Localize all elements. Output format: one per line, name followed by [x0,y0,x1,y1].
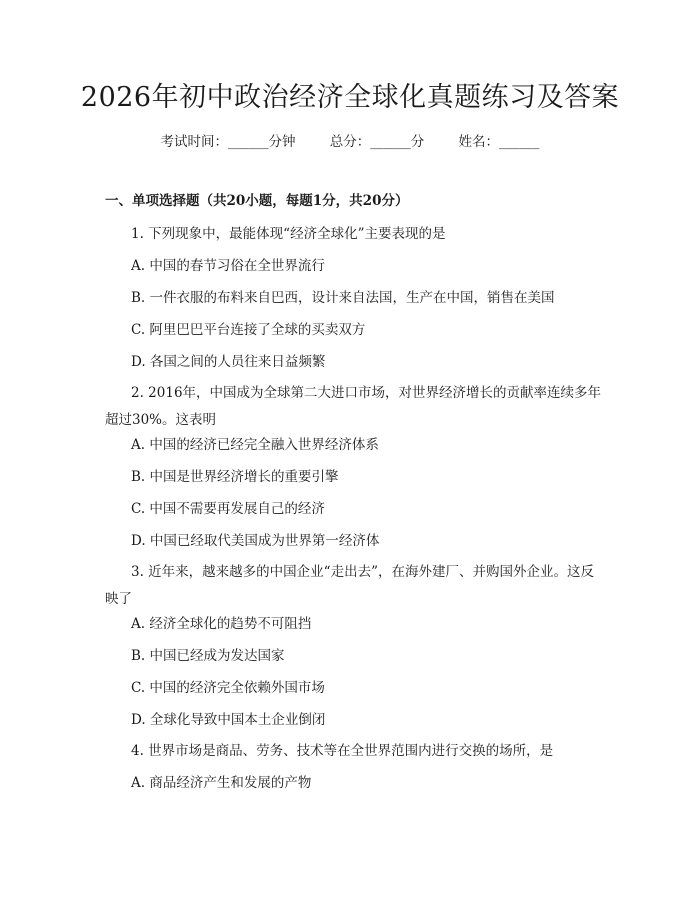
question-option: D. 中国已经取代美国成为世界第一经济体 [131,533,380,549]
question-option: C. 阿里巴巴平台连接了全球的买卖双方 [131,322,366,338]
student-name-field: 姓名：______ [458,134,540,150]
exam-meta [0,132,700,152]
total-score-field: 总分：______分 [329,134,425,150]
question-option: D. 全球化导致中国本土企业倒闭 [131,712,326,728]
exam-time-field: 考试时间：______分钟 [160,134,296,150]
question-option: B. 一件衣服的布料来自巴西，设计来自法国，生产在中国，销售在美国 [131,290,555,306]
question-option: C. 中国不需要再发展自己的经济 [131,501,325,517]
question-stem: 1. 下列现象中，最能体现“经济全球化”主要表现的是 [131,226,446,242]
question-stem: 3. 近年来，越来越多的中国企业“走出去”，在海外建厂、并购国外企业。这反映了 [105,564,594,607]
section-heading: 一、单项选择题（共20小题，每题1分，共20分） [105,193,409,209]
question-option: D. 各国之间的人员往来日益频繁 [131,354,326,370]
question-option: B. 中国是世界经济增长的重要引擎 [131,469,339,485]
question-stem: 2. 2016年，中国成为全球第二大进口市场，对世界经济增长的贡献率连续多年超过30%。这表明 [105,385,602,428]
question-option: C. 中国的经济完全依赖外国市场 [131,680,325,696]
question-option: B. 中国已经成为发达国家 [131,648,285,664]
question-option: A. 中国的经济已经完全融入世界经济体系 [131,437,379,453]
question-option: A. 商品经济产生和发展的产物 [131,775,312,791]
page-title: 2026年初中政治经济全球化真题练习及答案 [80,82,620,113]
question-option: A. 经济全球化的趋势不可阻挡 [131,616,312,632]
question-option: A. 中国的春节习俗在全世界流行 [131,258,325,274]
question-stem: 4. 世界市场是商品、劳务、技术等在全世界范围内进行交换的场所，是 [131,743,554,759]
